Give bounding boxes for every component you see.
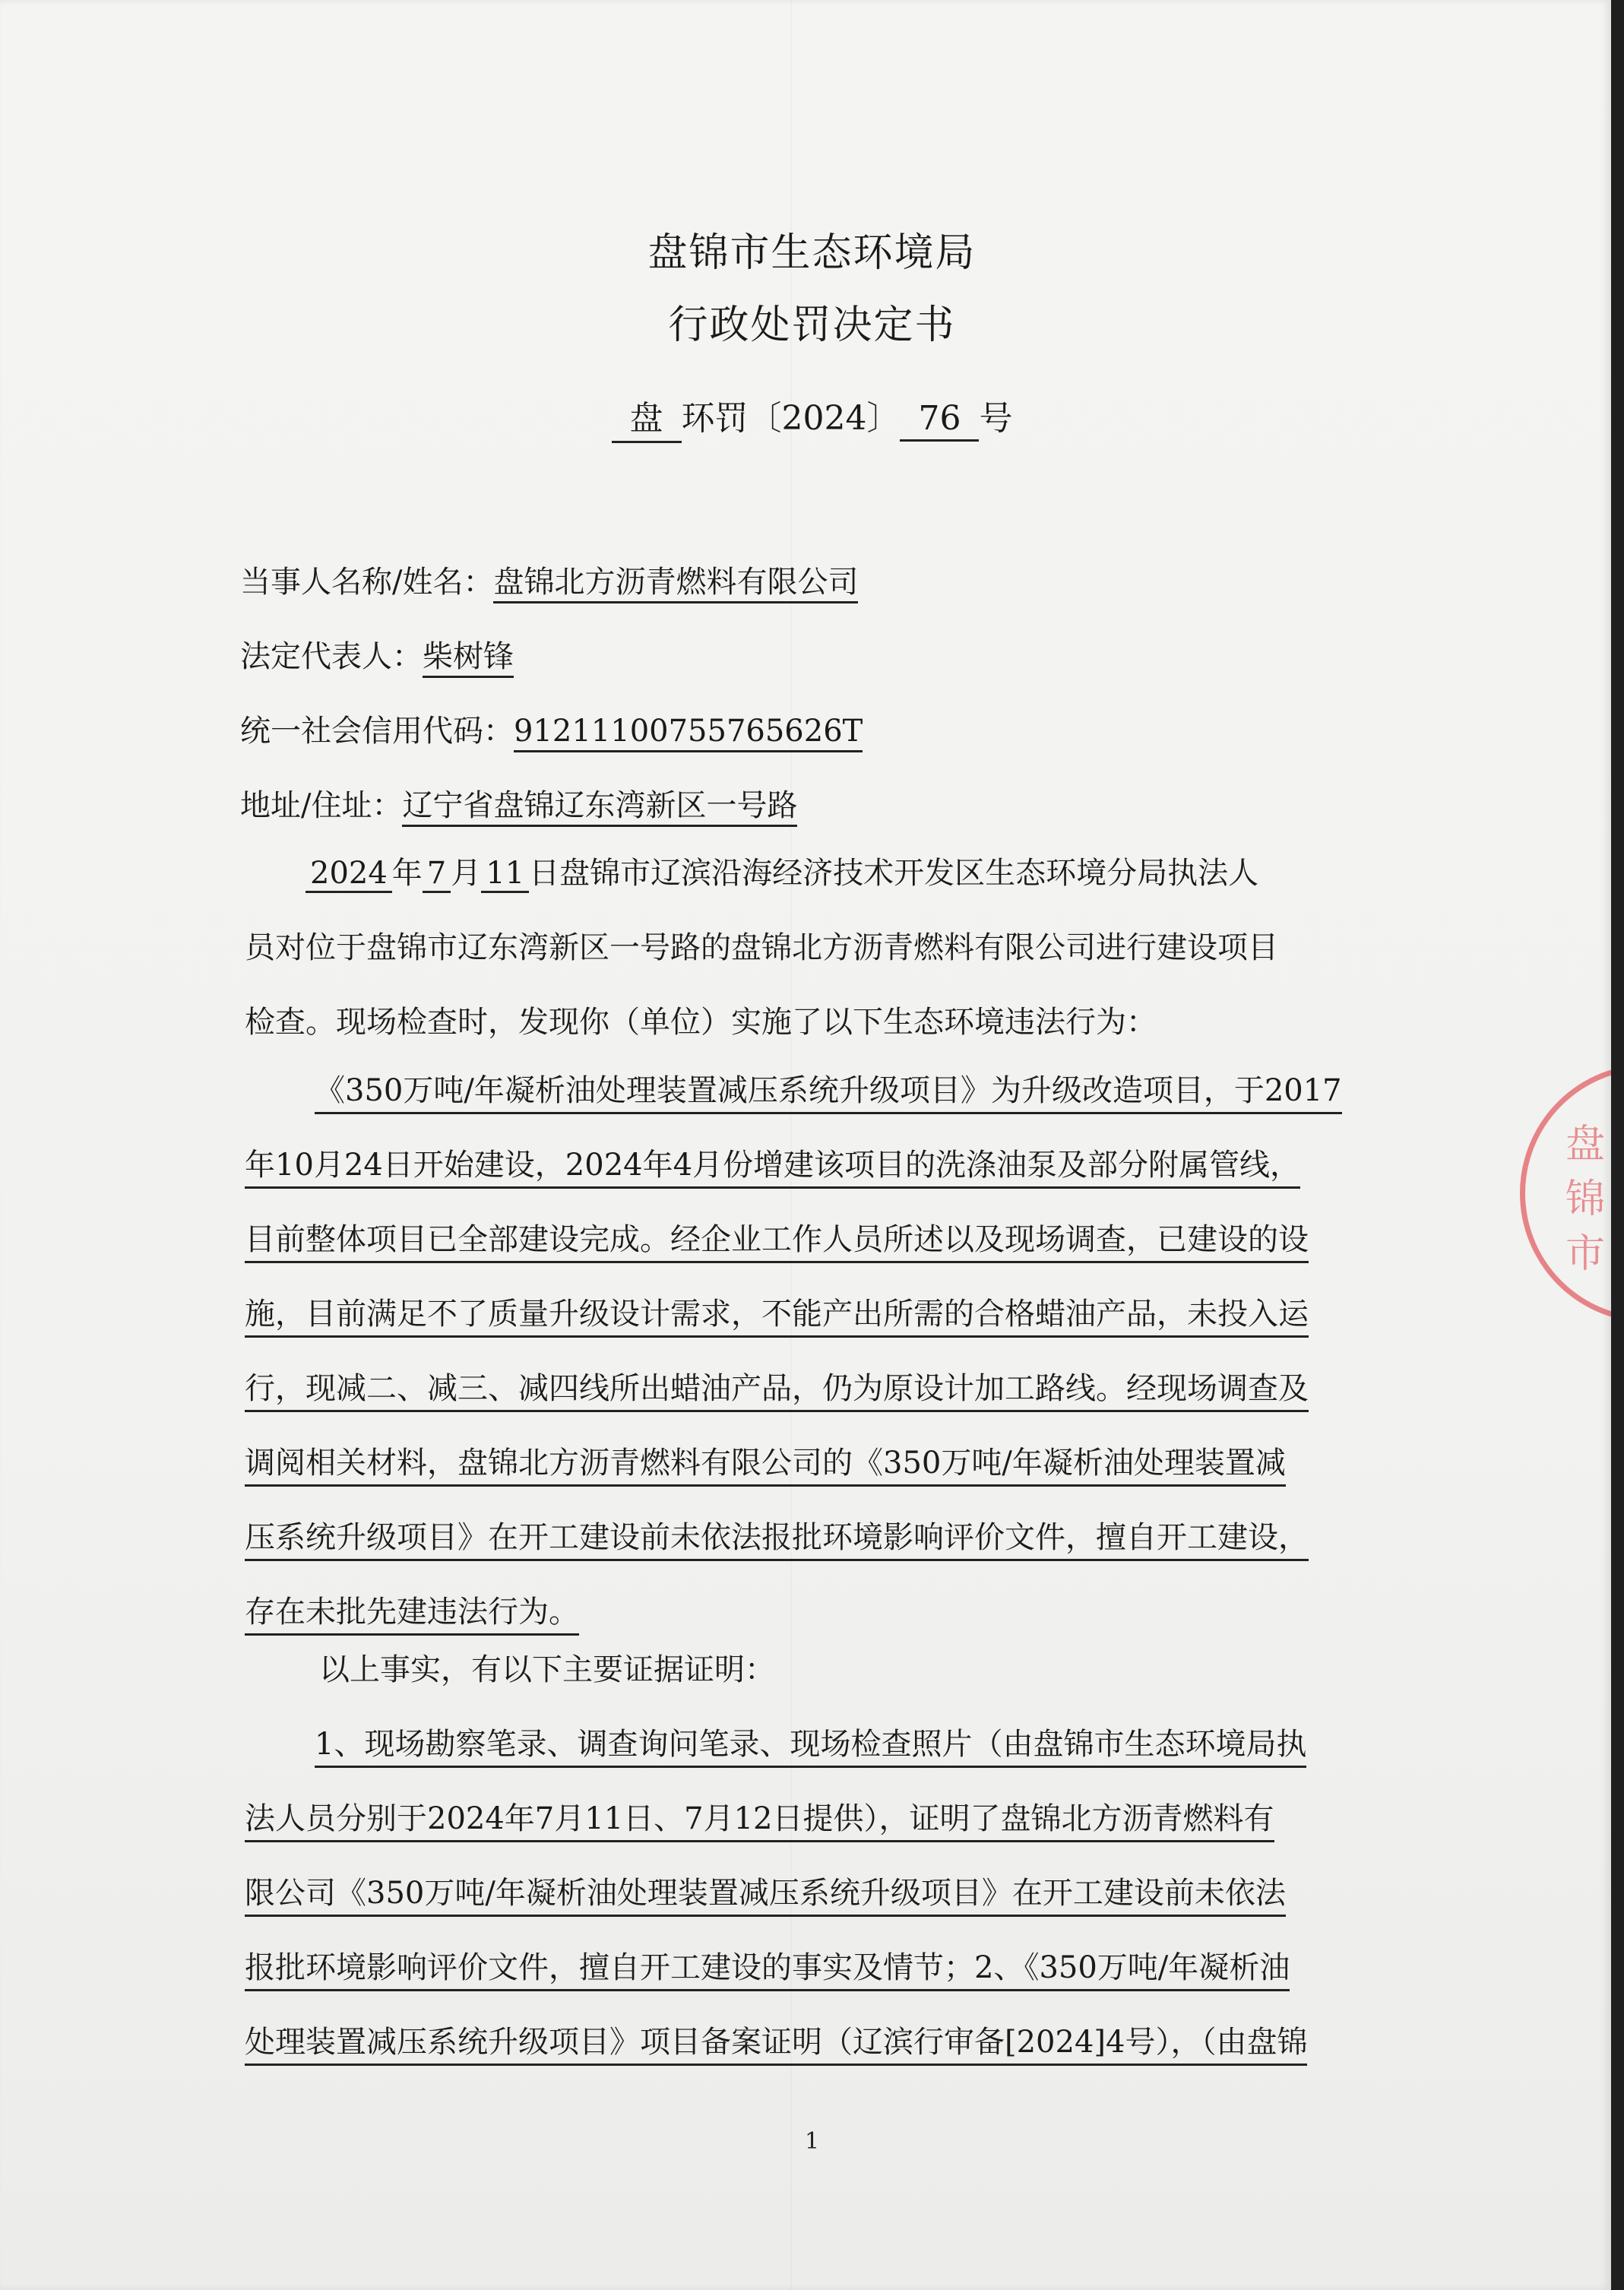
inspection-day: 11 xyxy=(481,856,529,893)
official-seal-text: 盘锦市 xyxy=(1565,1122,1606,1277)
intro-line-1 xyxy=(305,852,1258,895)
legal-rep-field xyxy=(240,635,514,678)
legal-rep-label: 法定代表人： xyxy=(240,639,423,674)
evidence-line-3: 限公司《350万吨/年凝析油处理装置减压系统升级项目》在开工建设前未依法 xyxy=(245,1872,1286,1917)
year-unit: 年 xyxy=(391,856,423,891)
evidence-line-2: 法人员分别于2024年7月11日、7月12日提供），证明了盘锦北方沥青燃料有 xyxy=(245,1797,1274,1842)
document-number xyxy=(0,391,1611,443)
evidence-intro-line: 以上事实，有以下主要证据证明： xyxy=(319,1652,775,1687)
violation-line-7: 压系统升级项目》在开工建设前未依法报批环境影响评价文件，擅自开工建设， xyxy=(245,1516,1309,1561)
inspection-month: 7 xyxy=(423,856,451,893)
party-name-field xyxy=(240,561,858,603)
doc-number-middle: 环罚〔2024〕 xyxy=(681,399,901,438)
violation-line-6: 调阅相关材料，盘锦北方沥青燃料有限公司的《350万吨/年凝析油处理装置减 xyxy=(245,1442,1286,1487)
doc-number-value: 76 xyxy=(900,399,979,442)
address-label: 地址/住址： xyxy=(240,788,403,823)
intro-line-2: 员对位于盘锦市辽东湾新区一号路的盘锦北方沥青燃料有限公司进行建设项目 xyxy=(245,930,1278,965)
evidence-line-5: 处理装置减压系统升级项目》项目备案证明（辽滨行审备[2024]4号），（由盘锦 xyxy=(245,2021,1307,2066)
month-unit: 月 xyxy=(451,856,482,891)
credit-code-label: 统一社会信用代码： xyxy=(240,714,514,749)
party-name-label: 当事人名称/姓名： xyxy=(240,565,494,600)
agency-title: 盘锦市生态环境局 xyxy=(647,230,977,276)
violation-line-5: 行，现减二、减三、减四线所出蜡油产品，仍为原设计加工路线。经现场调查及 xyxy=(245,1367,1309,1412)
evidence-line-4: 报批环境影响评价文件，擅自开工建设的事实及情节；2、《350万吨/年凝析油 xyxy=(245,1946,1290,1991)
violation-line-4: 施，目前满足不了质量升级设计需求，不能产出所需的合格蜡油产品，未投入运 xyxy=(245,1293,1309,1338)
evidence-line-1: 1、现场勘察笔录、调查询问笔录、现场检查照片（由盘锦市生态环境局执 xyxy=(315,1723,1306,1768)
intro-line-3: 检查。现场检查时，发现你（单位）实施了以下生态环境违法行为： xyxy=(245,1005,1157,1040)
violation-line-2: 年10月24日开始建设，2024年4月份增建该项目的洗涤油泵及部分附属管线， xyxy=(245,1144,1300,1189)
page-number: 1 xyxy=(804,2128,820,2155)
party-name-value: 盘锦北方沥青燃料有限公司 xyxy=(493,565,858,603)
document-type-title: 行政处罚决定书 xyxy=(668,302,956,348)
violation-line-1: 《350万吨/年凝析油处理装置减压系统升级项目》为升级改造项目，于2017 xyxy=(315,1069,1342,1114)
doc-number-prefix: 盘 xyxy=(612,391,682,443)
credit-code-field xyxy=(240,710,863,752)
doc-number-suffix: 号 xyxy=(979,399,1013,438)
violation-line-3: 目前整体项目已全部建设完成。经企业工作人员所述以及现场调查，已建设的设 xyxy=(245,1218,1309,1263)
violation-line-8: 存在未批先建违法行为。 xyxy=(245,1591,579,1636)
inspection-year: 2024 xyxy=(305,856,392,893)
address-value: 辽宁省盘锦辽东湾新区一号路 xyxy=(402,788,797,827)
address-field xyxy=(240,784,797,827)
credit-code-value: 91211100755765626T xyxy=(514,714,863,752)
intro-line-1-rest: 日盘锦市辽滨沿海经济技术开发区生态环境分局执法人 xyxy=(529,856,1259,891)
legal-rep-value: 柴树锋 xyxy=(423,639,514,678)
